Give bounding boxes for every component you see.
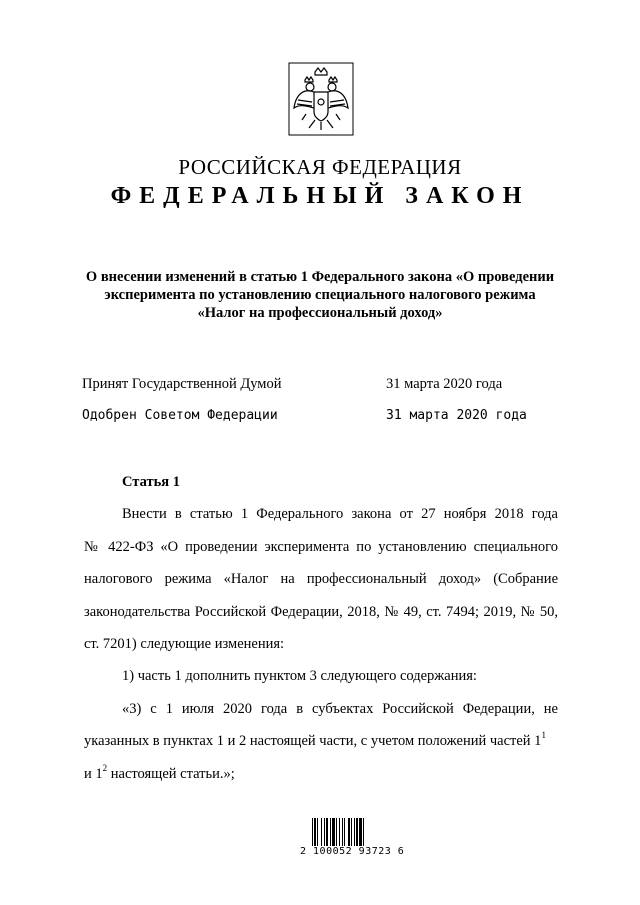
quote-line bbox=[84, 725, 558, 758]
barcode-bar bbox=[330, 818, 331, 846]
barcode-bar bbox=[356, 818, 358, 846]
barcode-bar bbox=[354, 818, 355, 846]
law-title bbox=[60, 268, 580, 322]
quote-text: и 1 bbox=[84, 765, 103, 782]
paragraph-line: № 422-ФЗ «О проведении эксперимента по установлению специального bbox=[84, 538, 558, 555]
country-name: РОССИЙСКАЯ ФЕДЕРАЦИЯ bbox=[178, 155, 462, 179]
amendment-items bbox=[84, 660, 558, 790]
superscript: 2 bbox=[102, 762, 108, 773]
barcode-bar bbox=[324, 818, 325, 846]
barcode-bars bbox=[312, 818, 388, 846]
barcode bbox=[312, 818, 388, 846]
quote-text: настоящей статьи.»; bbox=[107, 765, 235, 782]
council-approval-row bbox=[82, 408, 582, 423]
council-label: Одобрен Советом Федерации bbox=[82, 408, 278, 423]
council-date: 31 марта 2020 года bbox=[386, 408, 527, 423]
barcode-number: 2 100052 93723 6 bbox=[300, 846, 405, 857]
duma-date: 31 марта 2020 года bbox=[386, 376, 503, 392]
barcode-bar bbox=[317, 818, 318, 846]
article-intro bbox=[84, 498, 558, 661]
amendment-item-1: 1) часть 1 дополнить пунктом 3 следующего содержания: bbox=[122, 668, 477, 684]
paragraph-line: ст. 7201) следующие изменения: bbox=[84, 636, 285, 652]
barcode-bar bbox=[363, 818, 364, 846]
title-line: О внесении изменений в статью 1 Федерального закона «О проведении bbox=[85, 269, 555, 285]
barcode-bar bbox=[351, 818, 352, 846]
quote-line: «3) с 1 июля 2020 года в субъектах Российской Федерации, не bbox=[122, 700, 558, 717]
paragraph-line: Внести в статью 1 Федерального закона от 27 ноября 2018 года bbox=[122, 506, 558, 522]
barcode-bar bbox=[339, 818, 340, 846]
article-heading: Статья 1 bbox=[122, 474, 180, 490]
barcode-bar bbox=[336, 818, 337, 846]
quote-text: указанных в пунктах 1 и 2 настоящей части, с учетом положений частей 1 bbox=[84, 733, 542, 749]
barcode-bar bbox=[314, 818, 316, 846]
barcode-bar bbox=[359, 818, 362, 846]
barcode-bar bbox=[321, 818, 322, 846]
barcode-bar bbox=[312, 818, 313, 846]
law-type: ФЕДЕРАЛЬНЫЙ ЗАКОН bbox=[110, 183, 530, 209]
superscript: 1 bbox=[541, 730, 546, 740]
barcode-bar bbox=[344, 818, 345, 846]
paragraph-line: законодательства Российской Федерации, 2018, № 49, ст. 7494; 2019, № 50, bbox=[84, 603, 558, 620]
title-line: эксперимента по установлению специального налогового режима bbox=[104, 287, 536, 303]
paragraph-line: налогового режима «Налог на профессиональный доход» (Собрание bbox=[84, 571, 558, 587]
state-emblem bbox=[288, 62, 354, 136]
barcode-bar bbox=[342, 818, 343, 846]
duma-adoption-row bbox=[82, 376, 582, 393]
double-headed-eagle-icon bbox=[288, 62, 354, 136]
barcode-bar bbox=[348, 818, 350, 846]
duma-label: Принят Государственной Думой bbox=[82, 376, 282, 392]
barcode-bar bbox=[332, 818, 335, 846]
quote-line bbox=[84, 758, 558, 791]
barcode-bar bbox=[326, 818, 328, 846]
title-line: «Налог на профессиональный доход» bbox=[197, 305, 443, 321]
